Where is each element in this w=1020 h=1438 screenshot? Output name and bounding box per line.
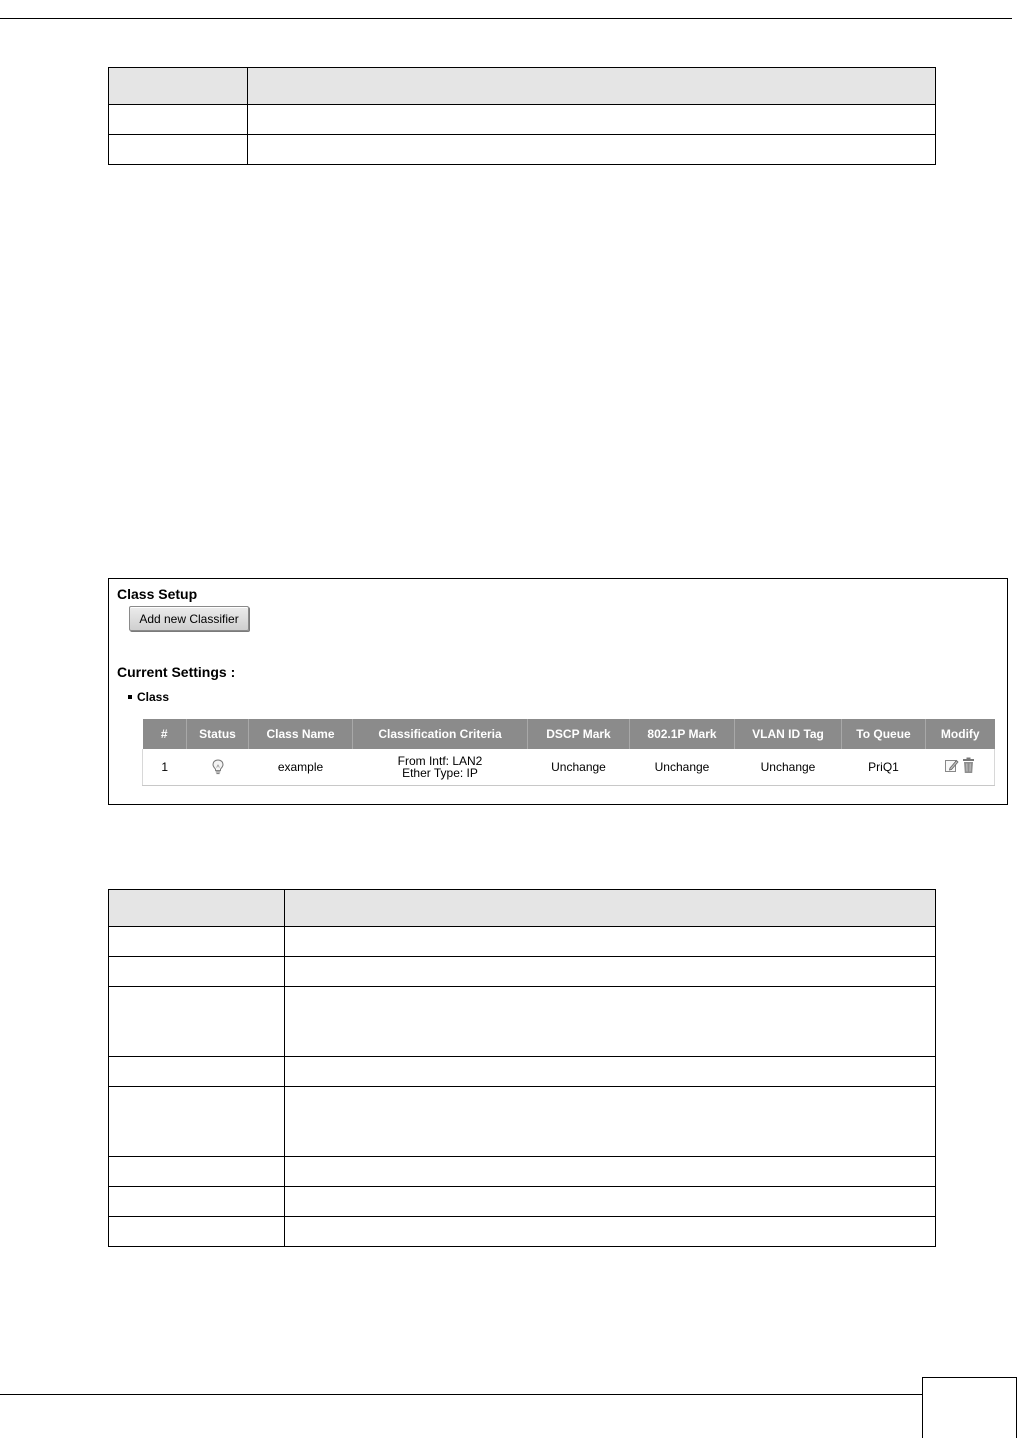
table-row [109,957,936,987]
column-header-classification-criteria: Classification Criteria [353,719,528,749]
class-subheading [128,690,169,704]
table-row [109,987,936,1057]
table-header-row [109,68,936,105]
table-cell [285,987,936,1057]
class-table-header [143,719,995,749]
table-cell [285,1217,936,1247]
column-header-modify: Modify [926,719,995,749]
row-dscp-mark: Unchange [528,749,630,785]
table-cell [109,1187,285,1217]
table-row [109,105,936,135]
table-cell [285,957,936,987]
footer-rule [0,1394,922,1395]
row-to-queue: PriQ1 [842,749,926,785]
class-label: Class [137,690,170,704]
row-classification-criteria [353,749,528,785]
class-setup-screenshot [108,578,1008,805]
description-table-top [108,67,936,165]
section-title: Class Setup [117,586,198,602]
page-number-box [922,1377,1017,1438]
table-cell [285,1157,936,1187]
column-header-dscp-mark: DSCP Mark [528,719,630,749]
class-table [142,719,995,786]
table-cell [109,957,285,987]
table-cell [109,105,248,135]
add-new-classifier-button[interactable]: Add new Classifier [129,606,249,631]
table-row [109,1187,936,1217]
criteria-line: From Intf: LAN2 [397,753,483,768]
table-cell [109,890,285,927]
current-settings-heading: Current Settings : [117,664,236,680]
table-cell [109,927,285,957]
column-header-to-queue: To Queue [842,719,926,749]
description-table-bottom [108,889,936,1247]
table-cell [248,135,936,165]
row-modify [926,749,995,785]
column-header-8021p-mark: 802.1P Mark [630,719,735,749]
table-cell [285,1187,936,1217]
table-row [109,1087,936,1157]
table-cell [285,1087,936,1157]
table-cell [109,1057,285,1087]
table-cell [285,890,936,927]
column-header-status: Status [187,719,249,749]
table-row [109,1217,936,1247]
table-row [143,749,995,785]
row-vlan-id-tag: Unchange [735,749,842,785]
table-row [109,927,936,957]
table-cell [109,1217,285,1247]
table-row [109,1057,936,1087]
bulb-icon [212,759,224,775]
criteria-line: Ether Type: IP [402,765,478,780]
row-index: 1 [143,749,187,785]
table-cell [109,987,285,1057]
row-status [187,749,249,785]
table-cell [109,1087,285,1157]
row-class-name: example [249,749,353,785]
table-cell [109,1157,285,1187]
table-row [109,135,936,165]
table-cell [109,68,248,105]
table-cell [248,105,936,135]
table-cell [285,1057,936,1087]
table-cell [248,68,936,105]
column-header-class-name: Class Name [249,719,353,749]
row-8021p-mark: Unchange [630,749,735,785]
header-rule [0,18,1012,19]
table-header-row [109,890,936,927]
bullet-icon [128,695,132,699]
delete-icon[interactable] [962,757,975,776]
table-cell [109,135,248,165]
column-header-vlan-id-tag: VLAN ID Tag [735,719,842,749]
table-cell [285,927,936,957]
edit-icon[interactable] [944,758,959,775]
column-header-index: # [143,719,187,749]
table-row [109,1157,936,1187]
